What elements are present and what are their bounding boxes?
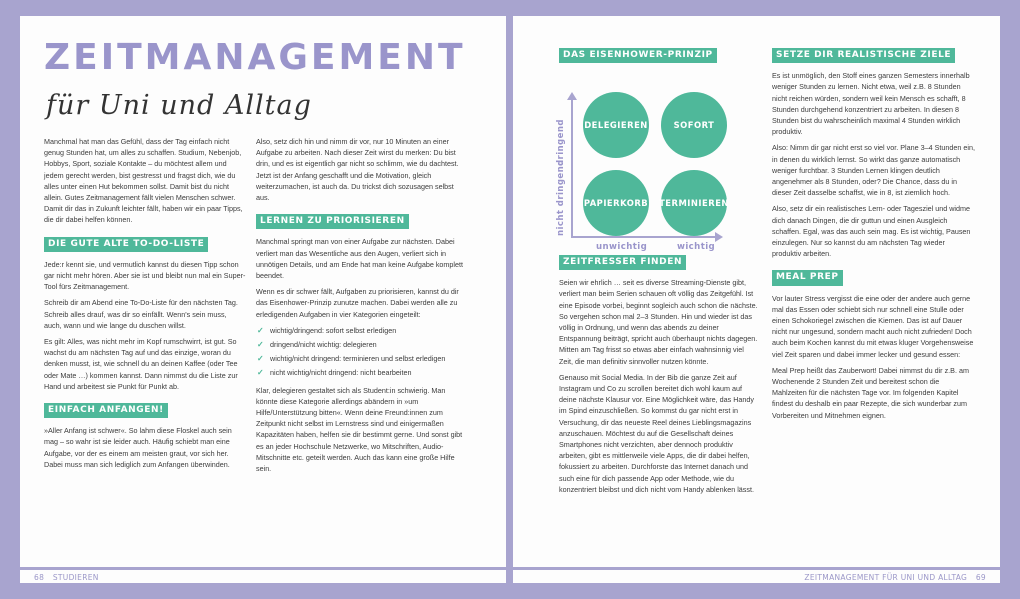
- list-item: ✓ wichtig/dringend: sofort selbst erledigen: [257, 325, 397, 335]
- paragraph: Meal Prep heißt das Zauberwort! Dabei nimmst du dir z.B. am Wochenende 2 Stunden Zeit und bereitest schon die Mahlzeiten für die nächsten Tage vor. Im folgenden Kapitel findest du deshalb ein paar Rezepte, die sich wunderbar zum Vorbereiten und Mitnehmen eignen.: [772, 365, 969, 420]
- x-axis-label-wichtig: wichtig: [677, 242, 716, 252]
- paragraph: Seien wir ehrlich … seit es diverse Streaming-Dienste gibt, verliert man beim Serien schauen oft völlig das Zeitgefühl. Ist eine Episode vorbei, beginnt sogleich auch schon die nächste. So vergehen schon mal 2–3 Stunden. Hin und wieder ist das völlig in Ordnung, und wenn das abends zu deiner Entspannung beiträgt, spricht auch überhaupt nichts dagegen. Mitten am Tag frisst so etwas aber einfach wahnsinnig viel Zeit, die man definitiv sinnvoller nutzen könnte.: [559, 278, 758, 366]
- section-heading-ziele: SETZE DIR REALISTISCHE ZIELE: [772, 48, 955, 63]
- list-item: ✓ dringend/nicht wichtig: delegieren: [257, 340, 377, 350]
- right-column-1-text: [559, 249, 759, 500]
- paragraph: Manchmal springt man von einer Aufgabe zur nächsten. Dabei verliert man das Wesentliche aus den Augen, verliert sich in unnötigen Details, und am Ende hat man keine Aufgabe komplett beendet.: [256, 237, 463, 281]
- section-heading-meal-prep: MEAL PREP: [772, 270, 843, 285]
- list-item: ✓ wichtig/nicht dringend: terminieren und selbst erledigen: [257, 354, 446, 364]
- page-title: ZEITMANAGEMENT: [44, 38, 470, 78]
- y-axis: [571, 98, 573, 238]
- paragraph: Es gilt: Alles, was nicht mehr im Kopf rumschwirrt, ist gut. So wachst du am nächsten Tag auf und das einzige, woran du denken musst, ist, wie schnell du an deinen Kaffee (oder Tee oder Mate …) kommen kannst. Dann nimmst du die Liste zur Hand und arbeitest sie Punkt für Punkt ab.: [44, 337, 238, 391]
- arrow-right-icon: [715, 232, 723, 242]
- footer-rule: [20, 567, 506, 570]
- page-subtitle: für Uni und Alltag: [46, 90, 312, 121]
- paragraph: Klar, delegieren gestaltet sich als Student:in schwierig. Man könnte diese Kategorie allerdings abändern in »um Hilfe/Unterstützung bitten«. Wenn deine Freund:innen zum Zeitpunkt nicht selbst im Lernstress sind und einigermaßen Kapazitäten haben, helfen sie dir bestimmt gerne. Und sonst gibt es an jeder Hochschule Netzwerke, wo Mitschriften, Audio-Mitschnitte etc. geteilt werden. Auch das kann eine große Hilfe sein.: [256, 385, 463, 474]
- page-number: 69: [975, 573, 986, 582]
- quadrant-terminieren: TERMINIEREN: [661, 170, 727, 236]
- paragraph: Wenn es dir schwer fällt, Aufgaben zu priorisieren, kannst du dir das Eisenhower-Prinzip zunutze machen. Dabei werden alle zu erledigenden Aufgaben in vier Kategorien eingeteilt:: [256, 287, 459, 319]
- y-axis-label-dringend: dringend: [556, 119, 566, 166]
- right-column-1: [559, 44, 759, 70]
- section-heading-anfangen: EINFACH ANFANGEN!: [44, 403, 168, 418]
- intro-paragraph: Manchmal hat man das Gefühl, dass der Tag einfach nicht genug Stunden hat, um alles zu schaffen. Studium, Nebenjob, Hobbys, Sport, soziale Kontakte – du möchtest allem und jedem gerecht werden, bist gestresst und fragst dich, wie du alles unter einen Hut bekommen sollst. Damit bist du nicht allein. Gutes Zeitmanagement fällt vielen Menschen schwer. Damit dir das in Zukunft leichter fällt, haben wir ein paar Tipps, die dir dabei helfen können.: [44, 137, 243, 225]
- footer-right: [804, 573, 992, 582]
- check-icon: ✓: [257, 340, 264, 350]
- paragraph: Es ist unmöglich, den Stoff eines ganzen Semesters innerhalb weniger Stunden zu lernen. Nicht etwa, weil z.B. 8 Stunden nicht reichen würden, sondern weil kein Mensch es schafft, 8 Stunden durchgehend konzentriert zu arbeiten. In diesen 8 Stunden bist du wahrscheinlich maximal 4 Stunden wirklich produktiv.: [772, 71, 970, 137]
- footer-rule: [513, 567, 1000, 570]
- footer-left: [28, 573, 99, 582]
- eisenhower-matrix: [556, 98, 729, 258]
- paragraph: Vor lauter Stress vergisst die eine oder der andere auch gerne mal das Essen oder schiebt sich nur schnell eine Stulle oder einen Schokoriegel zwischen die Kiemen. Das ist auf Dauer nicht nur ungesund, sondern macht auch nicht zufrieden! Doch auch beim Kochen kannst du mit etwas kluger Vorgehensweise viel Zeit sparen und dabei immer lecker und gesund essen:: [772, 293, 974, 359]
- quadrant-delegieren: DELEGIEREN: [583, 92, 649, 158]
- check-icon: ✓: [257, 368, 264, 378]
- paragraph: Also, setz dich hin und nimm dir vor, nur 10 Minuten an einer Aufgabe zu arbeiten. Nach dieser Zeit wirst du merken: Du bist drin, und es ist eigentlich gar nicht so schlimm, wie du dachtest. Jetzt ist der Anfang geschafft und die Motivation, gleich weiterzumachen, ist auch da. Du trickst dich sozusagen selbst aus.: [256, 137, 459, 203]
- section-heading-zeitfresser: ZEITFRESSER FINDEN: [559, 255, 686, 270]
- priority-list: [256, 325, 464, 379]
- y-axis-label-nicht-dringend: nicht dringend: [556, 159, 566, 236]
- paragraph: Schreib dir am Abend eine To-Do-Liste für den nächsten Tag. Schreib alles drauf, was dir so einfällt. Wenn's sein muss, auch, wann und wie lange du duschen willst.: [44, 298, 238, 330]
- section-heading-priorisieren: LERNEN ZU PRIORISIEREN: [256, 214, 409, 229]
- quadrant-sofort: SOFORT: [661, 92, 727, 158]
- paragraph: »Aller Anfang ist schwer«. So lahm diese Floskel auch sein mag – so wahr ist sie leider auch. Häufig schiebt man eine Aufgabe, vor der es einem am meisten graut, vor sich her. Dabei muss man sich lediglich zum Anfangen überwinden.: [44, 426, 232, 469]
- paragraph: Genauso mit Social Media. In der Bib die ganze Zeit auf Instagram und Co zu scrollen bereitet dich wohl kaum auf deine nächste Klausur vor. Eine Möglichkeit wäre, das Handy im Spind einzuschließen. So kommst du gar nicht erst in Versuchung, dir das neueste Reel deines Lieblingsmagazins anzuschauen. Möchtest du auf die Gesellschaft deines Smartphones nicht verzichten, aber dennoch produktiv arbeiten, gibt es mittlerweile viele Apps, die dir dabei helfen, fokussiert zu arbeiten. Durchforste das Internet danach und such eine für dich passende App oder Methode, wie du konzentriert bleibst und dich nicht vom Handy ablenken lässt.: [559, 372, 754, 494]
- footer-section: STUDIEREN: [52, 573, 99, 582]
- paragraph: Also, setz dir ein realistisches Lern- oder Tagesziel und widme dich danach Dingen, die dir guttun und einen Ausgleich schaffen. Egal, was das auch sein mag. Es ist wichtig, Pausen einzulegen. Nur so kannst du am nächsten Tag wieder produktiv arbeiten.: [772, 204, 971, 259]
- paragraph: Jede:r kennt sie, und vermutlich kannst du diesen Tipp schon gar nicht mehr hören. Aber sie ist und bleibt nun mal ein Super-Tool fürs Zeitmanagement.: [44, 259, 246, 292]
- page-number: 68: [34, 573, 45, 582]
- x-axis-label-unwichtig: unwichtig: [596, 242, 648, 252]
- check-icon: ✓: [257, 354, 264, 364]
- paragraph: Also: Nimm dir gar nicht erst so viel vor. Plane 3–4 Stunden ein, in denen du wirklich lernst. So wirkt das ganze automatisch weniger furchtbar. 3 Stunden Lernen klingen deutlich angenehmer als 8 Stunden, oder? Die Chance, dass du in dieser Zeit dasselbe schaffst, wie in 8, ist ziemlich hoch.: [772, 143, 975, 198]
- right-page: [513, 16, 1000, 583]
- check-icon: ✓: [257, 325, 264, 335]
- arrow-up-icon: [567, 92, 577, 100]
- section-heading-todo: DIE GUTE ALTE TO-DO-LISTE: [44, 237, 208, 252]
- list-item: ✓ nicht wichtig/nicht dringend: nicht bearbeiten: [257, 368, 412, 378]
- quadrant-papierkorb: PAPIERKORB: [583, 170, 649, 236]
- section-heading-eisenhower: DAS EISENHOWER-PRINZIP: [559, 48, 717, 63]
- x-axis: [571, 236, 717, 238]
- left-column-1: [44, 136, 246, 475]
- right-column-2: [772, 44, 976, 426]
- footer-section: ZEITMANAGEMENT FÜR UNI UND ALLTAG: [804, 573, 968, 582]
- left-column-2: [256, 136, 464, 479]
- left-page: [20, 16, 506, 583]
